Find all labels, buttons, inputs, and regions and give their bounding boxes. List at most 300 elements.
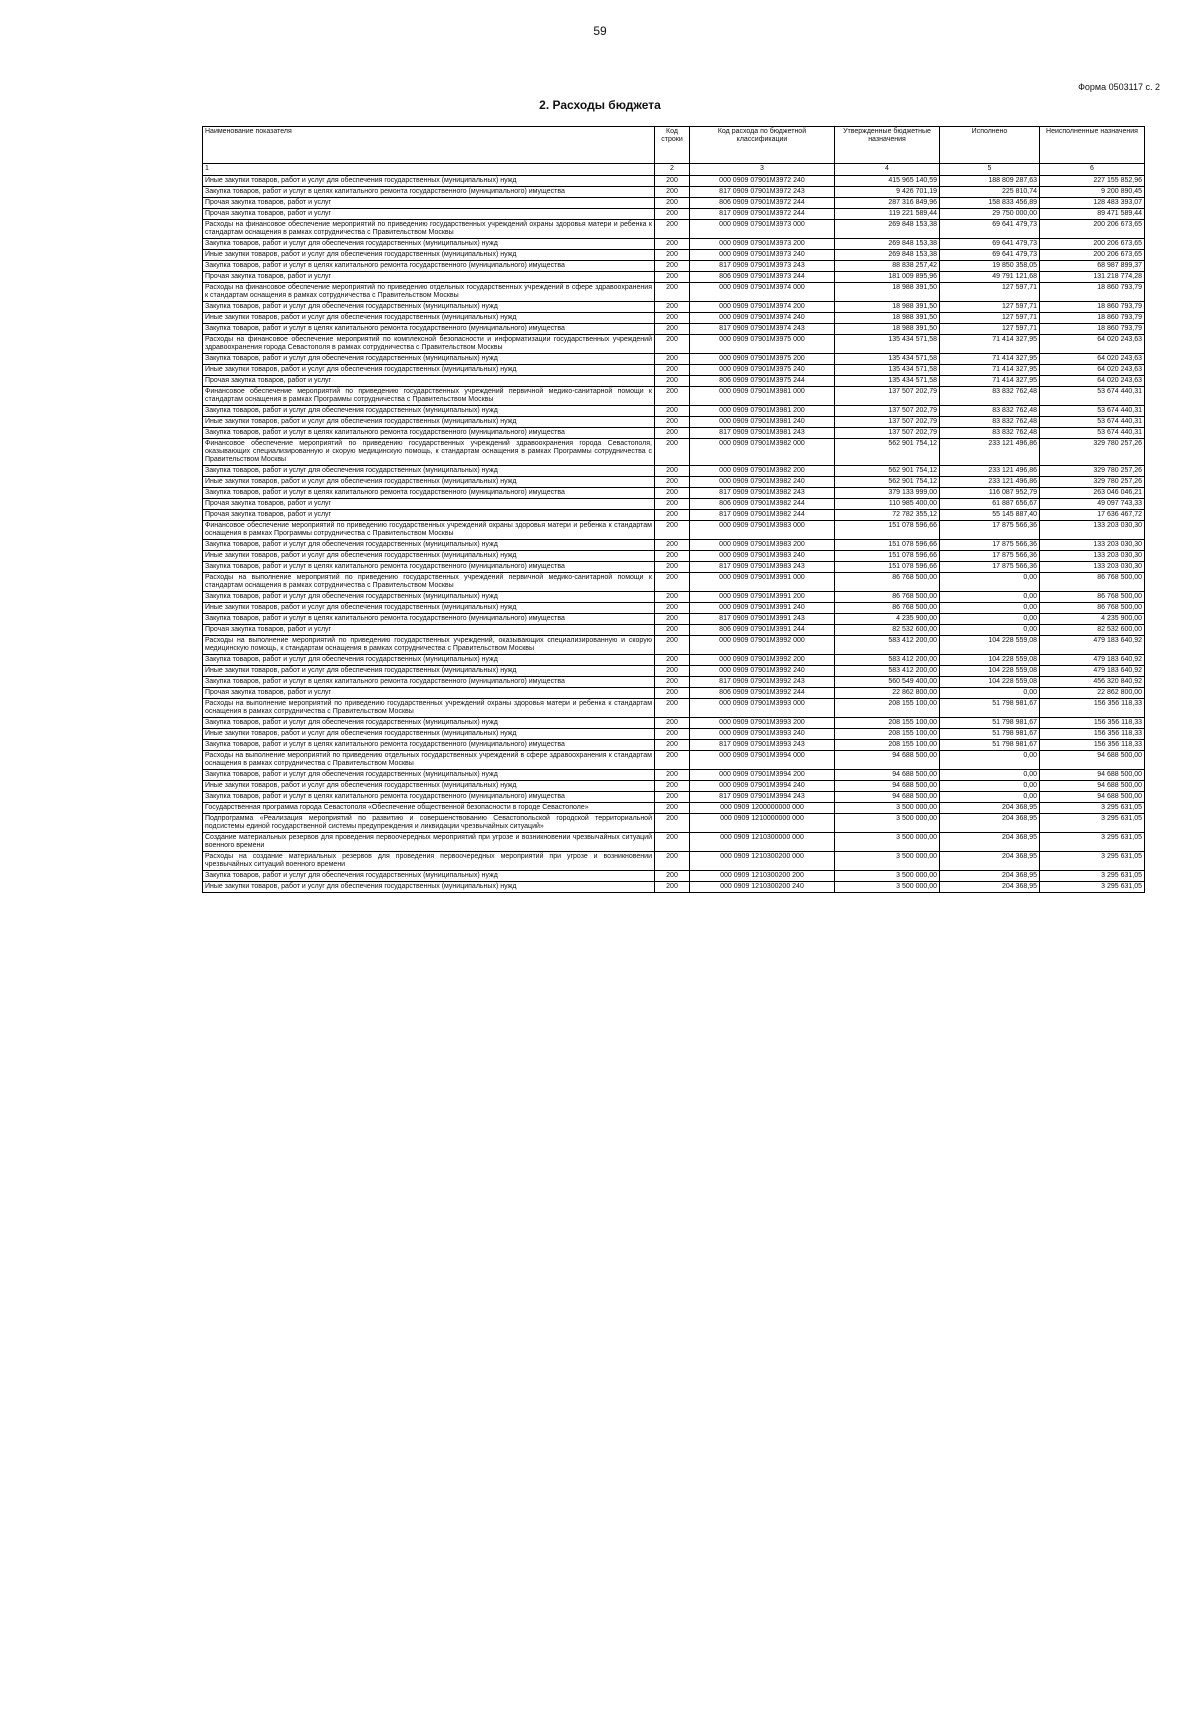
row-remaining-amount: 227 155 852,96 xyxy=(1040,176,1145,187)
row-executed-amount: 71 414 327,95 xyxy=(940,354,1040,365)
row-indicator-name: Иные закупки товаров, работ и услуг для обеспечения государственных (муниципальных) нужд xyxy=(203,551,655,562)
row-indicator-name: Прочая закупка товаров, работ и услуг xyxy=(203,198,655,209)
table-row xyxy=(203,770,1145,781)
row-executed-amount: 51 798 981,67 xyxy=(940,718,1040,729)
table-row xyxy=(203,406,1145,417)
row-indicator-name: Подпрограмма «Реализация мероприятий по развитию и совершенствованию Севастопольской городской территориальной подсистемы единой государственной системы предупреждения и ликвидации чрезвычайных ситуаций» xyxy=(203,814,655,833)
row-executed-amount: 0,00 xyxy=(940,751,1040,770)
row-indicator-name: Иные закупки товаров, работ и услуг для обеспечения государственных (муниципальных) нужд xyxy=(203,477,655,488)
row-line-code: 200 xyxy=(655,603,690,614)
row-line-code: 200 xyxy=(655,376,690,387)
row-expense-code: 806 0909 07901М3991 244 xyxy=(690,625,835,636)
row-expense-code: 000 0909 07901М3994 200 xyxy=(690,770,835,781)
row-line-code: 200 xyxy=(655,781,690,792)
row-indicator-name: Закупка товаров, работ и услуг в целях капитального ремонта государственного (муниципального) имущества xyxy=(203,488,655,499)
row-approved-amount: 135 434 571,58 xyxy=(835,376,940,387)
row-indicator-name: Иные закупки товаров, работ и услуг для обеспечения государственных (муниципальных) нужд xyxy=(203,666,655,677)
row-executed-amount: 204 368,95 xyxy=(940,882,1040,893)
row-remaining-amount: 53 674 440,31 xyxy=(1040,417,1145,428)
row-expense-code: 817 0909 07901М3983 243 xyxy=(690,562,835,573)
row-expense-code: 806 0909 07901М3972 244 xyxy=(690,198,835,209)
row-approved-amount: 269 848 153,38 xyxy=(835,220,940,239)
row-indicator-name: Закупка товаров, работ и услуг в целях капитального ремонта государственного (муниципального) имущества xyxy=(203,428,655,439)
row-approved-amount: 110 985 400,00 xyxy=(835,499,940,510)
row-approved-amount: 583 412 200,00 xyxy=(835,666,940,677)
row-approved-amount: 583 412 200,00 xyxy=(835,655,940,666)
row-line-code: 200 xyxy=(655,499,690,510)
row-approved-amount: 562 901 754,12 xyxy=(835,466,940,477)
row-approved-amount: 94 688 500,00 xyxy=(835,751,940,770)
row-executed-amount: 127 597,71 xyxy=(940,313,1040,324)
table-row xyxy=(203,376,1145,387)
row-line-code: 200 xyxy=(655,335,690,354)
row-remaining-amount: 86 768 500,00 xyxy=(1040,603,1145,614)
row-indicator-name: Закупка товаров, работ и услуг для обеспечения государственных (муниципальных) нужд xyxy=(203,302,655,313)
row-indicator-name: Иные закупки товаров, работ и услуг для обеспечения государственных (муниципальных) нужд xyxy=(203,250,655,261)
row-expense-code: 000 0909 07901М3991 240 xyxy=(690,603,835,614)
row-executed-amount: 17 875 566,36 xyxy=(940,540,1040,551)
header-executed: Исполнено xyxy=(940,127,1040,164)
table-row xyxy=(203,198,1145,209)
row-executed-amount: 17 875 566,36 xyxy=(940,521,1040,540)
row-indicator-name: Иные закупки товаров, работ и услуг для обеспечения государственных (муниципальных) нужд xyxy=(203,781,655,792)
row-approved-amount: 82 532 600,00 xyxy=(835,625,940,636)
row-expense-code: 000 0909 07901М3983 000 xyxy=(690,521,835,540)
row-remaining-amount: 479 183 640,92 xyxy=(1040,666,1145,677)
row-line-code: 200 xyxy=(655,882,690,893)
row-executed-amount: 127 597,71 xyxy=(940,324,1040,335)
row-approved-amount: 137 507 202,79 xyxy=(835,406,940,417)
row-remaining-amount: 133 203 030,30 xyxy=(1040,540,1145,551)
row-indicator-name: Закупка товаров, работ и услуг для обеспечения государственных (муниципальных) нужд xyxy=(203,871,655,882)
table-row xyxy=(203,488,1145,499)
table-row xyxy=(203,466,1145,477)
row-executed-amount: 71 414 327,95 xyxy=(940,365,1040,376)
row-line-code: 200 xyxy=(655,625,690,636)
row-approved-amount: 86 768 500,00 xyxy=(835,603,940,614)
page-number: 59 xyxy=(593,24,607,38)
row-expense-code: 000 0909 07901М3983 200 xyxy=(690,540,835,551)
row-remaining-amount: 200 206 673,65 xyxy=(1040,250,1145,261)
row-indicator-name: Закупка товаров, работ и услуг для обеспечения государственных (муниципальных) нужд xyxy=(203,540,655,551)
row-executed-amount: 51 798 981,67 xyxy=(940,729,1040,740)
row-line-code: 200 xyxy=(655,614,690,625)
row-remaining-amount: 64 020 243,63 xyxy=(1040,335,1145,354)
row-line-code: 200 xyxy=(655,540,690,551)
row-expense-code: 000 0909 07901М3974 000 xyxy=(690,283,835,302)
row-line-code: 200 xyxy=(655,313,690,324)
row-executed-amount: 204 368,95 xyxy=(940,814,1040,833)
row-executed-amount: 204 368,95 xyxy=(940,803,1040,814)
row-indicator-name: Прочая закупка товаров, работ и услуг xyxy=(203,499,655,510)
table-row xyxy=(203,688,1145,699)
row-remaining-amount: 329 780 257,26 xyxy=(1040,439,1145,466)
table-row xyxy=(203,439,1145,466)
table-row xyxy=(203,882,1145,893)
row-line-code: 200 xyxy=(655,729,690,740)
row-remaining-amount: 156 356 118,33 xyxy=(1040,729,1145,740)
row-expense-code: 817 0909 07901М3992 243 xyxy=(690,677,835,688)
row-executed-amount: 0,00 xyxy=(940,614,1040,625)
row-executed-amount: 127 597,71 xyxy=(940,302,1040,313)
row-remaining-amount: 3 295 631,05 xyxy=(1040,833,1145,852)
row-remaining-amount: 133 203 030,30 xyxy=(1040,562,1145,573)
row-executed-amount: 204 368,95 xyxy=(940,833,1040,852)
row-indicator-name: Прочая закупка товаров, работ и услуг xyxy=(203,272,655,283)
row-executed-amount: 233 121 496,86 xyxy=(940,466,1040,477)
row-expense-code: 806 0909 07901М3973 244 xyxy=(690,272,835,283)
row-remaining-amount: 3 295 631,05 xyxy=(1040,882,1145,893)
row-expense-code: 000 0909 07901М3973 200 xyxy=(690,239,835,250)
row-indicator-name: Закупка товаров, работ и услуг для обеспечения государственных (муниципальных) нужд xyxy=(203,770,655,781)
row-remaining-amount: 18 860 793,79 xyxy=(1040,302,1145,313)
table-row xyxy=(203,699,1145,718)
row-line-code: 200 xyxy=(655,770,690,781)
row-indicator-name: Закупка товаров, работ и услуг для обеспечения государственных (муниципальных) нужд xyxy=(203,466,655,477)
row-executed-amount: 0,00 xyxy=(940,625,1040,636)
row-remaining-amount: 94 688 500,00 xyxy=(1040,792,1145,803)
row-expense-code: 817 0909 07901М3994 243 xyxy=(690,792,835,803)
row-indicator-name: Финансовое обеспечение мероприятий по приведению государственных учреждений здравоохранения города Севастополя, оказывающих специализированную и скорую медицинскую помощь, к стандартам оснащения в рамках Программы сотрудничества с Правительством Москвы xyxy=(203,439,655,466)
row-line-code: 200 xyxy=(655,562,690,573)
row-expense-code: 000 0909 07901М3983 240 xyxy=(690,551,835,562)
row-approved-amount: 137 507 202,79 xyxy=(835,428,940,439)
row-executed-amount: 0,00 xyxy=(940,781,1040,792)
row-approved-amount: 3 500 000,00 xyxy=(835,852,940,871)
row-line-code: 200 xyxy=(655,417,690,428)
row-expense-code: 806 0909 07901М3982 244 xyxy=(690,499,835,510)
row-indicator-name: Закупка товаров, работ и услуг для обеспечения государственных (муниципальных) нужд xyxy=(203,718,655,729)
row-line-code: 200 xyxy=(655,521,690,540)
column-number: 5 xyxy=(940,164,1040,176)
row-remaining-amount: 4 235 900,00 xyxy=(1040,614,1145,625)
table-row xyxy=(203,250,1145,261)
row-remaining-amount: 3 295 631,05 xyxy=(1040,814,1145,833)
row-indicator-name: Иные закупки товаров, работ и услуг для обеспечения государственных (муниципальных) нужд xyxy=(203,417,655,428)
row-line-code: 200 xyxy=(655,209,690,220)
row-remaining-amount: 133 203 030,30 xyxy=(1040,551,1145,562)
column-number: 4 xyxy=(835,164,940,176)
row-line-code: 200 xyxy=(655,803,690,814)
row-remaining-amount: 479 183 640,92 xyxy=(1040,655,1145,666)
row-executed-amount: 0,00 xyxy=(940,688,1040,699)
row-executed-amount: 188 809 287,63 xyxy=(940,176,1040,187)
table-row xyxy=(203,540,1145,551)
row-expense-code: 000 0909 07901М3993 000 xyxy=(690,699,835,718)
row-expense-code: 000 0909 1210300200 240 xyxy=(690,882,835,893)
row-approved-amount: 3 500 000,00 xyxy=(835,882,940,893)
form-code: Форма 0503117 с. 2 xyxy=(1078,82,1160,92)
row-executed-amount: 127 597,71 xyxy=(940,283,1040,302)
column-number: 3 xyxy=(690,164,835,176)
row-remaining-amount: 18 860 793,79 xyxy=(1040,313,1145,324)
row-executed-amount: 104 228 559,08 xyxy=(940,666,1040,677)
row-remaining-amount: 3 295 631,05 xyxy=(1040,803,1145,814)
row-line-code: 200 xyxy=(655,365,690,376)
row-executed-amount: 83 832 762,48 xyxy=(940,387,1040,406)
row-expense-code: 817 0909 07901М3982 243 xyxy=(690,488,835,499)
row-line-code: 200 xyxy=(655,302,690,313)
row-approved-amount: 18 988 391,50 xyxy=(835,324,940,335)
row-line-code: 200 xyxy=(655,239,690,250)
row-executed-amount: 51 798 981,67 xyxy=(940,740,1040,751)
row-indicator-name: Расходы на финансовое обеспечение мероприятий по приведению государственных учреждений охраны здоровья матери и ребенка к стандартам оснащения в рамках сотрудничества с Правительством Москвы xyxy=(203,220,655,239)
row-approved-amount: 287 316 849,96 xyxy=(835,198,940,209)
row-executed-amount: 49 791 121,68 xyxy=(940,272,1040,283)
row-executed-amount: 83 832 762,48 xyxy=(940,417,1040,428)
row-executed-amount: 71 414 327,95 xyxy=(940,376,1040,387)
row-expense-code: 000 0909 07901М3991 200 xyxy=(690,592,835,603)
row-indicator-name: Закупка товаров, работ и услуг в целях капитального ремонта государственного (муниципального) имущества xyxy=(203,614,655,625)
table-row xyxy=(203,261,1145,272)
row-approved-amount: 151 078 596,66 xyxy=(835,551,940,562)
table-row xyxy=(203,655,1145,666)
row-expense-code: 000 0909 07901М3975 200 xyxy=(690,354,835,365)
table-row xyxy=(203,209,1145,220)
row-remaining-amount: 156 356 118,33 xyxy=(1040,740,1145,751)
row-expense-code: 000 0909 07901М3992 200 xyxy=(690,655,835,666)
row-executed-amount: 61 887 656,67 xyxy=(940,499,1040,510)
row-executed-amount: 0,00 xyxy=(940,770,1040,781)
row-expense-code: 000 0909 07901М3994 240 xyxy=(690,781,835,792)
column-number: 6 xyxy=(1040,164,1145,176)
row-approved-amount: 18 988 391,50 xyxy=(835,283,940,302)
row-indicator-name: Финансовое обеспечение мероприятий по приведению государственных учреждений первичной медико-санитарной помощи к стандартам оснащения в рамках Программы сотрудничества с Правительством Москвы xyxy=(203,387,655,406)
table-header-row xyxy=(203,127,1145,164)
row-executed-amount: 204 368,95 xyxy=(940,871,1040,882)
row-expense-code: 000 0909 07901М3993 200 xyxy=(690,718,835,729)
row-executed-amount: 51 798 981,67 xyxy=(940,699,1040,718)
row-remaining-amount: 200 206 673,65 xyxy=(1040,220,1145,239)
row-indicator-name: Прочая закупка товаров, работ и услуг xyxy=(203,625,655,636)
row-line-code: 200 xyxy=(655,220,690,239)
row-line-code: 200 xyxy=(655,814,690,833)
row-remaining-amount: 3 295 631,05 xyxy=(1040,871,1145,882)
row-approved-amount: 208 155 100,00 xyxy=(835,729,940,740)
table-row xyxy=(203,335,1145,354)
row-remaining-amount: 53 674 440,31 xyxy=(1040,406,1145,417)
row-indicator-name: Расходы на финансовое обеспечение мероприятий по приведению отдельных государственных учреждений в сфере здравоохранения к стандартам оснащения в рамках сотрудничества с Правительством Москвы xyxy=(203,283,655,302)
row-approved-amount: 269 848 153,38 xyxy=(835,250,940,261)
row-approved-amount: 18 988 391,50 xyxy=(835,313,940,324)
row-remaining-amount: 86 768 500,00 xyxy=(1040,573,1145,592)
row-executed-amount: 0,00 xyxy=(940,592,1040,603)
row-indicator-name: Закупка товаров, работ и услуг для обеспечения государственных (муниципальных) нужд xyxy=(203,239,655,250)
row-approved-amount: 269 848 153,38 xyxy=(835,239,940,250)
row-approved-amount: 4 235 900,00 xyxy=(835,614,940,625)
row-remaining-amount: 53 674 440,31 xyxy=(1040,428,1145,439)
row-indicator-name: Расходы на выполнение мероприятий по приведению государственных учреждений первичной медико-санитарной помощи к стандартам оснащения в рамках сотрудничества с Правительством Москвы xyxy=(203,573,655,592)
row-indicator-name: Создание материальных резервов для проведения первоочередных мероприятий при угрозе и возникновении чрезвычайных ситуаций военного времени xyxy=(203,833,655,852)
row-expense-code: 000 0909 07901М3982 000 xyxy=(690,439,835,466)
row-indicator-name: Прочая закупка товаров, работ и услуг xyxy=(203,688,655,699)
row-expense-code: 817 0909 07901М3993 243 xyxy=(690,740,835,751)
row-remaining-amount: 9 200 890,45 xyxy=(1040,187,1145,198)
row-remaining-amount: 128 483 393,07 xyxy=(1040,198,1145,209)
row-approved-amount: 88 838 257,42 xyxy=(835,261,940,272)
row-approved-amount: 135 434 571,58 xyxy=(835,365,940,376)
row-remaining-amount: 131 218 774,28 xyxy=(1040,272,1145,283)
row-expense-code: 000 0909 07901М3992 000 xyxy=(690,636,835,655)
row-indicator-name: Расходы на выполнение мероприятий по приведению государственных учреждений охраны здоровья матери и ребенка к стандартам оснащения в рамках сотрудничества с Правительством Москвы xyxy=(203,699,655,718)
row-indicator-name: Закупка товаров, работ и услуг для обеспечения государственных (муниципальных) нужд xyxy=(203,354,655,365)
row-line-code: 200 xyxy=(655,573,690,592)
row-expense-code: 000 0909 1210000000 000 xyxy=(690,814,835,833)
row-remaining-amount: 456 320 840,92 xyxy=(1040,677,1145,688)
row-approved-amount: 86 768 500,00 xyxy=(835,592,940,603)
row-approved-amount: 9 426 701,19 xyxy=(835,187,940,198)
row-line-code: 200 xyxy=(655,871,690,882)
row-line-code: 200 xyxy=(655,677,690,688)
table-row xyxy=(203,428,1145,439)
row-expense-code: 817 0909 07901М3991 243 xyxy=(690,614,835,625)
row-remaining-amount: 94 688 500,00 xyxy=(1040,751,1145,770)
row-remaining-amount: 53 674 440,31 xyxy=(1040,387,1145,406)
row-indicator-name: Иные закупки товаров, работ и услуг для обеспечения государственных (муниципальных) нужд xyxy=(203,313,655,324)
table-row xyxy=(203,302,1145,313)
row-approved-amount: 94 688 500,00 xyxy=(835,781,940,792)
row-remaining-amount: 329 780 257,26 xyxy=(1040,477,1145,488)
row-line-code: 200 xyxy=(655,324,690,335)
row-line-code: 200 xyxy=(655,740,690,751)
row-indicator-name: Закупка товаров, работ и услуг для обеспечения государственных (муниципальных) нужд xyxy=(203,655,655,666)
row-approved-amount: 135 434 571,58 xyxy=(835,354,940,365)
row-line-code: 200 xyxy=(655,477,690,488)
row-expense-code: 000 0909 1210300200 200 xyxy=(690,871,835,882)
row-remaining-amount: 200 206 673,65 xyxy=(1040,239,1145,250)
row-approved-amount: 137 507 202,79 xyxy=(835,417,940,428)
table-row xyxy=(203,573,1145,592)
section-title: 2. Расходы бюджета xyxy=(539,98,661,112)
row-line-code: 200 xyxy=(655,833,690,852)
row-expense-code: 000 0909 07901М3994 000 xyxy=(690,751,835,770)
row-remaining-amount: 68 987 899,37 xyxy=(1040,261,1145,272)
row-approved-amount: 3 500 000,00 xyxy=(835,871,940,882)
table-row xyxy=(203,833,1145,852)
row-approved-amount: 583 412 200,00 xyxy=(835,636,940,655)
row-approved-amount: 415 965 140,59 xyxy=(835,176,940,187)
row-remaining-amount: 49 097 743,33 xyxy=(1040,499,1145,510)
row-expense-code: 000 0909 07901М3974 240 xyxy=(690,313,835,324)
row-indicator-name: Иные закупки товаров, работ и услуг для обеспечения государственных (муниципальных) нужд xyxy=(203,729,655,740)
row-line-code: 200 xyxy=(655,636,690,655)
row-expense-code: 000 0909 07901М3992 240 xyxy=(690,666,835,677)
row-approved-amount: 560 549 400,00 xyxy=(835,677,940,688)
row-executed-amount: 0,00 xyxy=(940,792,1040,803)
row-approved-amount: 119 221 589,44 xyxy=(835,209,940,220)
row-executed-amount: 69 641 479,73 xyxy=(940,250,1040,261)
row-approved-amount: 3 500 000,00 xyxy=(835,803,940,814)
row-executed-amount: 233 121 496,86 xyxy=(940,439,1040,466)
row-executed-amount: 158 833 456,89 xyxy=(940,198,1040,209)
row-line-code: 200 xyxy=(655,428,690,439)
row-expense-code: 000 0909 07901М3973 000 xyxy=(690,220,835,239)
row-expense-code: 000 0909 07901М3982 200 xyxy=(690,466,835,477)
table-row xyxy=(203,729,1145,740)
row-remaining-amount: 17 636 467,72 xyxy=(1040,510,1145,521)
row-line-code: 200 xyxy=(655,176,690,187)
row-expense-code: 000 0909 07901М3975 240 xyxy=(690,365,835,376)
row-line-code: 200 xyxy=(655,406,690,417)
table-row xyxy=(203,666,1145,677)
row-executed-amount: 55 145 887,40 xyxy=(940,510,1040,521)
row-line-code: 200 xyxy=(655,488,690,499)
row-remaining-amount: 94 688 500,00 xyxy=(1040,781,1145,792)
row-executed-amount: 204 368,95 xyxy=(940,852,1040,871)
row-line-code: 200 xyxy=(655,187,690,198)
row-remaining-amount: 3 295 631,05 xyxy=(1040,852,1145,871)
row-indicator-name: Закупка товаров, работ и услуг в целях капитального ремонта государственного (муниципального) имущества xyxy=(203,792,655,803)
row-indicator-name: Закупка товаров, работ и услуг в целях капитального ремонта государственного (муниципального) имущества xyxy=(203,324,655,335)
row-indicator-name: Закупка товаров, работ и услуг в целях капитального ремонта государственного (муниципального) имущества xyxy=(203,261,655,272)
row-line-code: 200 xyxy=(655,272,690,283)
row-expense-code: 806 0909 07901М3975 244 xyxy=(690,376,835,387)
row-expense-code: 817 0909 07901М3982 244 xyxy=(690,510,835,521)
row-approved-amount: 3 500 000,00 xyxy=(835,814,940,833)
row-line-code: 200 xyxy=(655,198,690,209)
row-remaining-amount: 82 532 600,00 xyxy=(1040,625,1145,636)
row-expense-code: 000 0909 07901М3993 240 xyxy=(690,729,835,740)
row-line-code: 200 xyxy=(655,466,690,477)
row-expense-code: 000 0909 07901М3981 240 xyxy=(690,417,835,428)
row-remaining-amount: 133 203 030,30 xyxy=(1040,521,1145,540)
row-approved-amount: 3 500 000,00 xyxy=(835,833,940,852)
table-row xyxy=(203,751,1145,770)
row-executed-amount: 69 641 479,73 xyxy=(940,239,1040,250)
row-approved-amount: 22 862 800,00 xyxy=(835,688,940,699)
table-row xyxy=(203,636,1145,655)
row-remaining-amount: 329 780 257,26 xyxy=(1040,466,1145,477)
row-indicator-name: Расходы на выполнение мероприятий по приведению отдельных государственных учреждений в сфере здравоохранения к стандартам оснащения в рамках сотрудничества с Правительством Москвы xyxy=(203,751,655,770)
row-expense-code: 000 0909 07901М3981 200 xyxy=(690,406,835,417)
header-indicator-name: Наименование показателя xyxy=(203,127,655,164)
column-number: 1 xyxy=(203,164,655,176)
row-line-code: 200 xyxy=(655,592,690,603)
row-indicator-name: Прочая закупка товаров, работ и услуг xyxy=(203,510,655,521)
row-line-code: 200 xyxy=(655,250,690,261)
row-remaining-amount: 479 183 640,92 xyxy=(1040,636,1145,655)
row-remaining-amount: 156 356 118,33 xyxy=(1040,718,1145,729)
row-approved-amount: 151 078 596,66 xyxy=(835,562,940,573)
row-indicator-name: Иные закупки товаров, работ и услуг для обеспечения государственных (муниципальных) нужд xyxy=(203,176,655,187)
row-expense-code: 000 0909 07901М3972 240 xyxy=(690,176,835,187)
column-number-row xyxy=(203,164,1145,176)
table-row xyxy=(203,814,1145,833)
row-expense-code: 817 0909 07901М3981 243 xyxy=(690,428,835,439)
table-row xyxy=(203,781,1145,792)
row-indicator-name: Иные закупки товаров, работ и услуг для обеспечения государственных (муниципальных) нужд xyxy=(203,882,655,893)
table-row xyxy=(203,792,1145,803)
row-expense-code: 000 0909 1210300200 000 xyxy=(690,852,835,871)
table-row xyxy=(203,803,1145,814)
row-indicator-name: Расходы на финансовое обеспечение мероприятий по комплексной безопасности и информатизации государственных учреждений здравоохранения города Севастополя в рамках сотрудничества с Правительством Москвы xyxy=(203,335,655,354)
row-remaining-amount: 263 046 046,21 xyxy=(1040,488,1145,499)
table-row xyxy=(203,176,1145,187)
row-line-code: 200 xyxy=(655,283,690,302)
row-line-code: 200 xyxy=(655,510,690,521)
row-executed-amount: 83 832 762,48 xyxy=(940,406,1040,417)
table-row xyxy=(203,614,1145,625)
row-remaining-amount: 64 020 243,63 xyxy=(1040,365,1145,376)
header-expense-code: Код расхода по бюджетной классификации xyxy=(690,127,835,164)
row-executed-amount: 116 087 952,79 xyxy=(940,488,1040,499)
table-row xyxy=(203,283,1145,302)
row-approved-amount: 94 688 500,00 xyxy=(835,770,940,781)
row-executed-amount: 17 875 566,36 xyxy=(940,551,1040,562)
row-indicator-name: Иные закупки товаров, работ и услуг для обеспечения государственных (муниципальных) нужд xyxy=(203,365,655,376)
table-row xyxy=(203,852,1145,871)
row-executed-amount: 29 750 000,00 xyxy=(940,209,1040,220)
